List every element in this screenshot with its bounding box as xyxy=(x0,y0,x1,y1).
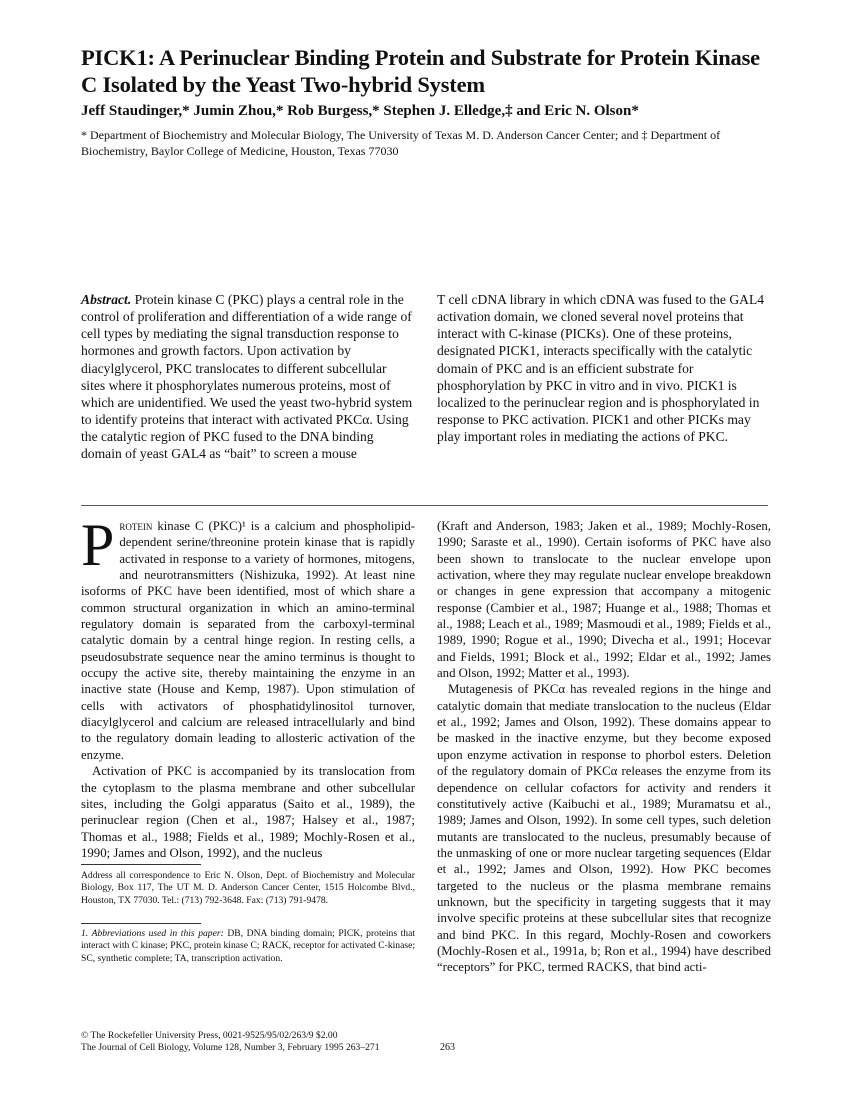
affiliations: * Department of Biochemistry and Molecular Biology, The University of Texas M. D. Anderson Cancer Center; and ‡ Department of Biochemistry, Baylor College of Medicine, Houston, Texas 77030 xyxy=(81,128,721,158)
abstract-text-left: Protein kinase C (PKC) plays a central role in the control of proliferation and differentiation of a wide range of cell types by mediating the signal transduction response to hormones and growth factors. Upon activation by diacylglycerol, PKC translocates to different subcellular sites where it phosphorylates numerous proteins, most of which are unidentified. We used the yeast two-hybrid system to identify proteins that interact with activated PKCα. Using the catalytic region of PKC fused to the DNA binding domain of yeast GAL4 as “bait” to screen a mouse xyxy=(81,292,413,462)
abstract-right-column: T cell cDNA library in which cDNA was fused to the GAL4 activation domain, we cloned several novel proteins that interact with C-kinase (PICKs). One of these proteins, designated PICK1, interacts specifically with the catalytic domain of PKC and is an efficient substrate for phosphorylation by PKC in vitro and in vivo. PICK1 is localized to the perinuclear region and is phosphorylated in response to PKC activation. PICK1 and other PICKs may play important roles in mediating the actions of PKC. xyxy=(437,292,765,445)
right-paragraph-1: (Kraft and Anderson, 1983; Jaken et al., 1989; Mochly-Rosen, 1990; Saraste et al., 1990). Certain isoforms of PKC have also been shown to translocate to the nuclear envelope upon activation, where they may regulate nuclear envelope breakdown or changes in gene expression that accompany a mitogenic response (Cambier et al., 1987; Huange et al., 1988; Thomas et al., 1988; Leach et al., 1989; Masmoudi et al., 1989; Fields et al., 1989, 1990; Rogue et al., 1990; Divecha et al., 1991; Hocevar and Fields, 1991; Block et al., 1992; Eldar et al., 1992; James and Olson, 1992; Matter et al., 1993). xyxy=(437,519,771,681)
copyright-line: © The Rockefeller University Press, 0021-9525/95/02/263/9 $2.00 xyxy=(81,1030,338,1041)
correspondence-footnote: Address all correspondence to Eric N. Olson, Dept. of Biochemistry and Molecular Biology, Box 117, The UT M. D. Anderson Cancer Center, 1515 Holcombe Blvd., Houston, TX 77030. Tel.: (713) 792-3648. Fax: (713) 791-9478. xyxy=(81,870,415,906)
body-left-column xyxy=(81,512,415,861)
abbreviations-label: 1. Abbreviations used in this paper: xyxy=(81,928,224,939)
abstract-left-column xyxy=(81,291,414,463)
right-paragraph-2: Mutagenesis of PKCα has revealed regions in the hinge and catalytic domain that mediate translocation to the nucleus (Eldar et al., 1992; James and Olson, 1992). These domains appear to be masked in the inactive enzyme, but they become exposed upon enzyme activation in response to phorbol esters. Deletion of the regulatory domain of PKCα releases the enzyme from its dependence on cellular cofactors for activity and renders it constitutively active (Kaibuchi et al., 1989; Muramatsu et al., 1989; James and Olson, 1992). In some cell types, such deletion mutants are translocated to the nucleus, presumably because of the unmasking of one or more nuclear targeting sequences (Eldar et al., 1992; James and Olson, 1992). How PKC becomes targeted to the nucleus or the plasma membrane remains unknown, but the specificity in targeting suggests that it may involve specific proteins at these subcellular sites that recognize and bind PKC. In this regard, Mochly-Rosen and coworkers (Mochly-Rosen et al., 1991a, b; Ron et al., 1994) have described “receptors” for PKC, termed RACKS, that bind acti- xyxy=(437,682,771,975)
intro-paragraph-2: Activation of PKC is accompanied by its translocation from the cytoplasm to the plasma membrane and other subcellular sites, including the Golgi apparatus (Saito et al., 1989), the perinuclear region (Chen et al., 1987; Halsey et al., 1987; Thomas et al., 1988; Fields et al., 1989; Mochly-Rosen et al., 1990; James and Olson, 1992), and the nucleus xyxy=(81,764,415,860)
paper-title: PICK1: A Perinuclear Binding Protein and Substrate for Protein Kinase C Isolated by the Yeast Two-hybrid System xyxy=(81,45,760,97)
page-number: 263 xyxy=(440,1042,455,1053)
section-divider xyxy=(81,505,768,506)
abbreviations-text: DB, DNA binding domain; PICK, proteins that interact with C kinase; PKC, protein kinase C; RACK, receptor for activated C-kinase; SC, synthetic complete; TA, transcription activation. xyxy=(81,928,416,964)
drop-cap: P xyxy=(81,512,115,578)
footnote-divider-2 xyxy=(81,923,201,924)
author-list: Jeff Staudinger,* Jumin Zhou,* Rob Burgess,* Stephen J. Elledge,‡ and Eric N. Olson* xyxy=(81,103,639,119)
first-word: rotein xyxy=(119,519,153,533)
journal-citation: The Journal of Cell Biology, Volume 128, Number 3, February 1995 263–271 xyxy=(81,1042,380,1053)
abstract-label: Abstract. xyxy=(81,292,132,307)
intro-paragraph-1 xyxy=(81,512,415,763)
footnote-divider xyxy=(81,864,201,865)
intro-paragraph-1-text: kinase C (PKC)¹ is a calcium and phospholipid-dependent serine/threonine protein kinase that is rapidly activated in response to a variety of hormones, mitogens, and neurotransmitters (Nishizuka, 1992). At least nine isoforms of PKC have been identified, most of which share a common structural organization in which an amino-terminal regulatory domain is separated from the carboxyl-terminal catalytic domain by a central hinge region. In resting cells, a pseudosubstrate sequence near the amino terminus is thought to occupy the active site, thereby maintaining the enzyme in an inactive state (House and Kemp, 1987). Upon stimulation of cells with activators of phosphatidylinositol turnover, diacylglycerol and calcium are released intracellularly and bind to the regulatory domain leading to allosteric activation of the enzyme. xyxy=(81,519,415,762)
abbreviations-footnote xyxy=(81,928,415,965)
body-right-column xyxy=(437,518,771,976)
